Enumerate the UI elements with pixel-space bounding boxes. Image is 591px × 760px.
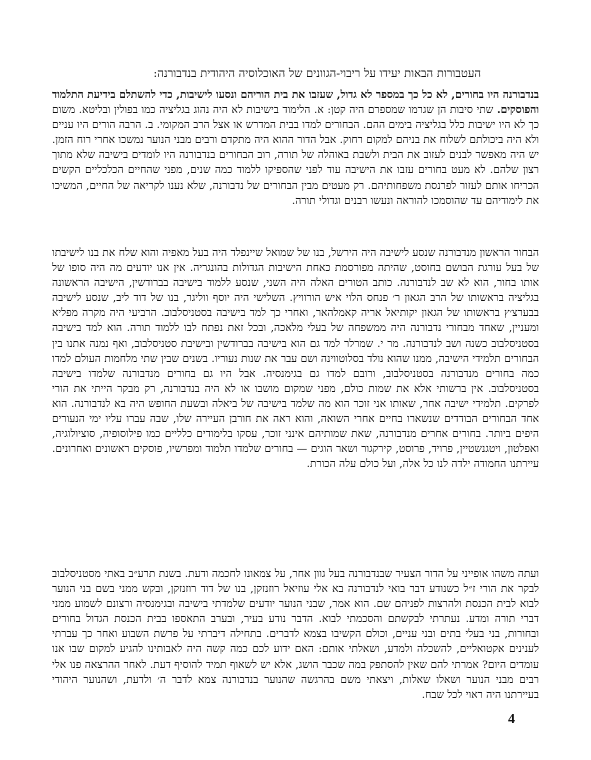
paragraph-1-body: שתי סיבות הן שגרמו שמספרם היה קטן: א. הלימוד בישיבות לא היה נהוג בגליציה כמו בפולין ובליטא. משום כך לא היו ישיבות כלל בגליציה בימים ההם. הבחורים למדו בבית המדרש או אצל הרב המקומי. ב. הרבה הורים היו עניים ולא היה ביכולתם לשלוח את בניהם למקום רחוק. אבל הדור ההוא היה מתקדם ורבים מבני הנוער נמשכו אחרי רוח הזמן. יש היה מאפשר לבנים לעזוב את הבית ולשבת באוהלה של תורה, רוב הבחורים בנדבורנה היו לומדים בישיבה שלא מתוך רצון שלהם. לא מעט בחורים עזבו את הישיבה עוד לפני שהספיקו ללמוד כמה שנים, מפני שהחיים הכלכליים הקשים הכריחו אותם לעזור לפרנסת משפחותיהם. רק מעטים מבין הבחורים של נדבורנה, שלא נענו לקריאה של החיים, המשיכו את לימודיהם עד שהוסמכו להוראה ונעשו רבנים וגדולי תורה. (52, 104, 539, 207)
paragraph-1-lead: בנדבורנה היו בחורים, לא כל כך במספר לא גדול, שעזבו את בית הוריהם ונסעו לישיבות, (176, 89, 539, 101)
paragraph-1 (52, 88, 539, 239)
page-number: 4 (508, 712, 515, 727)
paragraph-2 (52, 246, 539, 563)
paragraph-1-emphasis: כדי להשתלם בידיעת התלמוד והפוסקים. (52, 89, 539, 117)
paragraph-2-lead: הבחור הראשון מנדבורנה שנסע לישיבה היה הירשל, בנו של שמואל שיינפלד (230, 247, 539, 259)
paragraph-3 (52, 567, 539, 737)
paragraph-3-body: ועתה משהו אופייני על הדור הצעיר שבנדבורנה בעל גוון אחר, על צמאונו לחכמה ודעת. בשנת תרע״ב באתי מסטניסלבוב לבקר את הורי ז״ל כשנודע דבר בואי לנדבורנה בא אלי עוזיאל רוזנזקן, בנו של דוד רוזנזקן, ובקש ממני בשם בני הנוער לבוא לבית הכנסת ולהרצות לפניהם שם. הוא אמר, שבני הנוער יודעים שלמדתי בישיבה ובגימנסיה ורצונם לשמוע ממני דברי תורה ומדע. נעתרתי לבקשתם והסכמתי לבוא. הדבר נודע בעיר, ובערב התאספו בבית הכנסת הגדול בחורים ובחורות, בני בעלי בתים ובני עניים, וכולם הקשיבו בצמא לדברים. בתחילה דיברתי על פרשת השבוע ואחר כך עברתי לענינים אקטואליים, להשכלה ולמדע, ושאלתי אותם: האם ידוע לכם כמה קשה היה לאבותינו להגיע למקום שבו אנו עומדים היום? אמרתי להם שאין להסתפק במה שכבר הושג, אלא יש לשאוף תמיד להוסיף דעת. לאחר ההרצאה פנו אלי רבים מבני הנוער ושאלו שאלות, ויצאתי משם בהרגשה שהנוער בנדבורנה צמא לדבר ה׳ ולדעת, ושהנוער היהודי בעיירתנו היה ראוי לכל שבח. (52, 568, 539, 701)
paragraph-2-body: היה בעל מאפיה והוא שלח את בנו לישיבתו של בעל עורגת הבושם בחוסט, שהיתה מפורסמת כאחת הישיבות הגדולות בהונגריה. אין אנו יודעים מה היה סופו של אותו בחור, הוא לא שב לנדבורנה. כותב הטורים האלה היה השני, שנסע ללמוד בישיבה בברודשין, הישיבה הראשונה בגליציה בראשותו של הרב הגאון ר׳ פנחס הלוי איש הורוויץ. השלישי היה יוסף ווליגר, בנו של דוד ליב, שנסע לישיבה בבערצ׳ץ בראשותו של הגאון יקותיאל אריה קאמלהאר, ואחרי כך למד בישיבה בסטניסלבוב. הרביעי היה מקרה מפליא ומעניין, שאחד מבחורי נדבורנה היה ממשפחה של בעלי מלאכה, ובכל זאת נפתח לבו ללמוד תורה. הוא למד בישיבה בסטניסלבוב כשנה ושב לנדבורנה. מר י. שמרלר למד גם הוא בישיבה בברודשין ובישיבת סטניסלבוב, ואף נמנה אתנו בין הבחורים תלמידי הישיבה, ממנו שהוא נולד בסלוטווינה ושם עבר את שנות נעוריו. בשנים שבין שתי מלחמות העולם למדו כמה בחורים מנדבורנה בסטניסלבוב, ורובם למדו גם בגימנסיה. אבל היו גם בחורים מנדבורנה שלמדו בישיבה בסטניסלבוב. אין ברשותי אלא את שמות כולם, מפני שמקום מושבו או לא היה בנדבורנה, רק מבקר הייתי את הורי לפרקים. תלמידי ישיבה אחר, שאותו אני זוכר הוא מה שלמד בישיבה של ביאלה ובשעת החופש היה בא לנדבורנה. הוא אחד הבחורים הבודדים שנשארו בחיים אחרי השואה, והוא ראה את חורבן העיירה שלו, שבה עברו עליו ימי הנעורים היפים ביותר. בחורים אחרים מנדבורנה, שאת שמותיהם אינני זוכר, עסקו בלימודים כלליים כמו פילוסופיה, סוציולוגיה, ואפלטון, ויטגנשטיין, פרויד, פרוסט, קירקגור ושאר הוגים — בחורים שלמדו תלמוד ומפרשיו, פוסקים ראשונים ואחרונים. עיירתנו החמודה ילדה לנו כל אלה, ועל כולם עלה הכורת. (52, 247, 539, 471)
section-header: העטבורות הבאות יעידו על ריבוי-הגוונים של האוכלוסיה היהודית בנדבורנה: (153, 66, 481, 80)
